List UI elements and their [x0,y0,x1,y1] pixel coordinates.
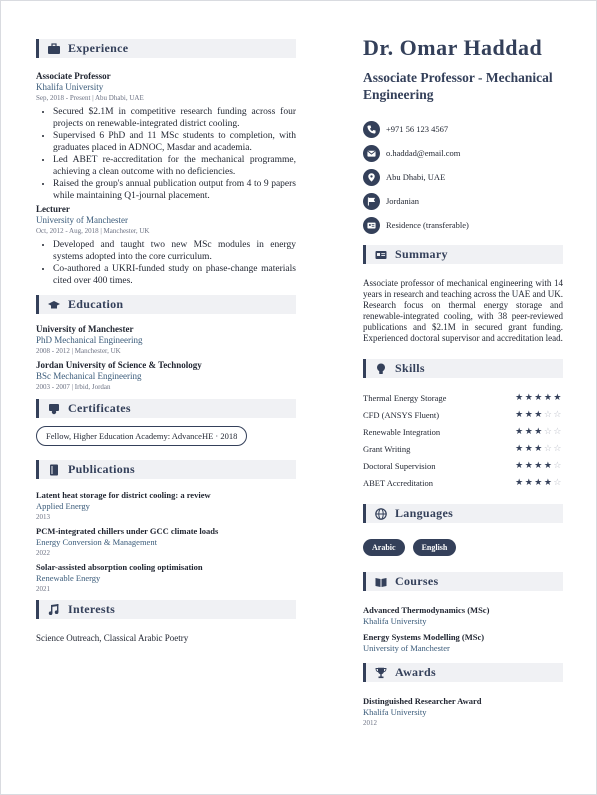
publication-year: 2022 [36,549,50,557]
certificates-header [36,399,296,418]
skill-row [363,406,563,423]
section-title: Education [68,297,124,311]
left-column [36,39,296,643]
star-empty-icon: ☆ [553,409,563,420]
star-filled-icon: ★ [543,477,554,488]
job-bullets [53,107,296,202]
publications-list [36,490,296,594]
star-empty-icon: ☆ [553,426,563,437]
job-bullets [53,240,296,287]
school-name: Jordan University of Science & Technology [36,360,202,370]
star-filled-icon: ★ [515,477,525,488]
course-item [363,605,563,627]
star-filled-icon: ★ [515,426,525,437]
star-filled-icon: ★ [515,409,525,420]
star-filled-icon: ★ [553,392,563,403]
publication-title: Solar-assisted absorption cooling optimisation [36,562,203,572]
section-title: Courses [395,574,439,588]
job-bullet: • Secured $2.1M in competitive research funding across four projects on renewable-integrated district cooling. [53,107,296,130]
publication-journal: Renewable Energy [36,573,101,583]
book-icon [48,464,60,476]
languages-header [363,504,563,523]
candidate-name: Dr. Omar Haddad [363,35,543,60]
skill-name: Thermal Energy Storage [363,392,447,403]
star-empty-icon: ☆ [553,477,563,488]
section-title: Summary [395,247,448,261]
right-column [363,35,563,732]
star-empty-icon: ☆ [543,426,554,437]
star-filled-icon: ★ [515,392,525,403]
music-note-icon [48,604,60,616]
section-title: Skills [395,361,425,375]
publication-title: PCM-integrated chillers under GCC climate loads [36,526,219,536]
certificates-list [36,426,296,446]
star-filled-icon: ★ [534,392,544,403]
interests-text: Science Outreach, Classical Arabic Poetry [36,633,189,643]
id-card-icon [363,217,380,234]
job-bullet: • Led ABET re-accreditation for the mechanical programme, achieving a clean outcome with no deficiencies. [53,155,296,178]
skill-name: Doctoral Supervision [363,460,436,471]
star-empty-icon: ☆ [543,409,554,420]
star-filled-icon: ★ [515,443,525,454]
contact-nationality [363,192,563,210]
job-meta: Sep, 2018 - Present | Abu Dhabi, UAE [36,94,144,102]
skill-row [363,440,563,457]
star-filled-icon: ★ [515,460,525,471]
star-empty-icon: ☆ [553,460,563,471]
skill-row [363,423,563,440]
skill-row [363,457,563,474]
skills-header [363,359,563,378]
course-title: Advanced Thermodynamics (MSc) [363,605,490,615]
job-bullet: • Co-authored a UKRI-funded study on phase-change materials cited over 400 times. [53,264,296,287]
skill-name: ABET Accreditation [363,477,433,488]
publication-journal: Applied Energy [36,501,90,511]
summary-header [363,245,563,264]
publication-item [36,490,296,522]
star-filled-icon: ★ [534,460,544,471]
summary-text: Associate professor of mechanical engineering with 14 years in research and teaching across the UAE and UK. Research focus on thermal energy storage and renewable-integrated cooling, with 38 peer-reviewed publications and $2.1M in secured grant funding. Experienced doctoral supervisor and accreditation lead. [363,278,563,343]
trophy-icon [375,667,387,679]
job-title: Lecturer [36,204,70,214]
language-badge: English [413,539,457,556]
experience-item [36,71,296,202]
email-icon [363,145,380,162]
job-organization: University of Manchester [36,215,128,225]
courses-list [363,605,563,654]
job-bullet: • Raised the group's annual publication output from 4 to 9 papers while maintaining Q1-journal placement. [53,179,296,202]
star-filled-icon: ★ [534,477,544,488]
school-name: University of Manchester [36,324,134,334]
education-meta: 2008 - 2012 | Manchester, UK [36,347,121,355]
award-item [363,696,563,728]
skill-row [363,389,563,406]
job-organization: Khalifa University [36,82,104,92]
star-filled-icon: ★ [524,392,535,403]
education-meta: 2003 - 2007 | Irbid, Jordan [36,383,111,391]
experience-item [36,204,296,287]
job-bullet: • Supervised 6 PhD and 11 MSc students to completion, with graduates placed in ADNOC, Masdar and academia. [53,131,296,154]
publication-item [36,526,296,558]
section-title: Interests [68,602,116,616]
skill-rating-stars [515,461,563,471]
star-filled-icon: ★ [524,477,535,488]
publication-item [36,562,296,594]
certificate-icon [48,403,60,415]
section-title: Publications [68,462,135,476]
skill-name: Renewable Integration [363,426,441,437]
globe-icon [375,508,387,520]
education-item [36,360,296,392]
star-filled-icon: ★ [524,409,535,420]
section-title: Certificates [68,401,131,415]
job-meta: Oct, 2012 - Aug, 2018 | Manchester, UK [36,227,150,235]
star-filled-icon: ★ [524,443,535,454]
star-filled-icon: ★ [534,443,544,454]
language-badge: Arabic [363,539,405,556]
contact-text: Abu Dhabi, UAE [386,172,446,182]
awards-list [363,696,563,728]
interests-header [36,600,296,619]
star-filled-icon: ★ [534,426,544,437]
course-title: Energy Systems Modelling (MSc) [363,632,485,642]
star-empty-icon: ☆ [553,443,563,454]
courses-header [363,572,563,591]
star-empty-icon: ☆ [543,443,554,454]
publication-year: 2013 [36,513,50,521]
skill-rating-stars [515,478,563,488]
skill-rating-stars [515,427,563,437]
section-title: Awards [395,665,436,679]
skill-name: Grant Writing [363,443,411,454]
publication-title: Latent heat storage for district cooling: a review [36,490,211,500]
course-org: Khalifa University [363,616,427,626]
phone-icon [363,121,380,138]
contact-text: +971 56 123 4567 [386,124,449,134]
job-title: Associate Professor [36,71,111,81]
languages-list [363,537,563,556]
lightbulb-icon [375,363,387,375]
contact-list [363,120,563,234]
publication-year: 2021 [36,585,50,593]
graduation-cap-icon [48,299,60,311]
contact-phone [363,120,563,138]
skill-rating-stars [515,444,563,454]
certificate-pill: Fellow, Higher Education Academy: AdvanceHE · 2018 [36,426,247,446]
job-bullet: • Developed and taught two new MSc modules in energy systems adopted into the core curriculum. [53,240,296,263]
skills-list [363,389,563,491]
course-org: University of Manchester [363,643,450,653]
candidate-role: Associate Professor - Mechanical Engineering [363,70,553,102]
publication-journal: Energy Conversion & Management [36,537,157,547]
id-badge-icon [375,249,387,261]
education-item [36,324,296,356]
section-title: Experience [68,41,129,55]
section-title: Languages [395,506,454,520]
skill-row [363,474,563,491]
flag-icon [363,193,380,210]
experience-header [36,39,296,58]
star-filled-icon: ★ [524,426,535,437]
award-org: Khalifa University [363,707,427,717]
award-year: 2012 [363,719,377,727]
course-item [363,632,563,654]
open-book-icon [375,576,387,588]
skill-rating-stars [515,410,563,420]
skill-name: CFD (ANSYS Fluent) [363,409,440,420]
degree: PhD Mechanical Engineering [36,335,143,345]
star-filled-icon: ★ [534,409,544,420]
skill-rating-stars [515,393,563,403]
contact-location [363,168,563,186]
location-icon [363,169,380,186]
awards-header [363,663,563,682]
star-filled-icon: ★ [543,392,554,403]
education-header [36,295,296,314]
degree: BSc Mechanical Engineering [36,371,142,381]
contact-text: Residence (transferable) [386,220,469,230]
star-filled-icon: ★ [543,460,554,471]
contact-text: o.haddad@email.com [386,148,461,158]
award-title: Distinguished Researcher Award [363,696,482,706]
contact-residence [363,216,563,234]
contact-text: Jordanian [386,196,420,206]
contact-email [363,144,563,162]
star-filled-icon: ★ [524,460,535,471]
publications-header [36,460,296,479]
briefcase-icon [48,43,60,55]
